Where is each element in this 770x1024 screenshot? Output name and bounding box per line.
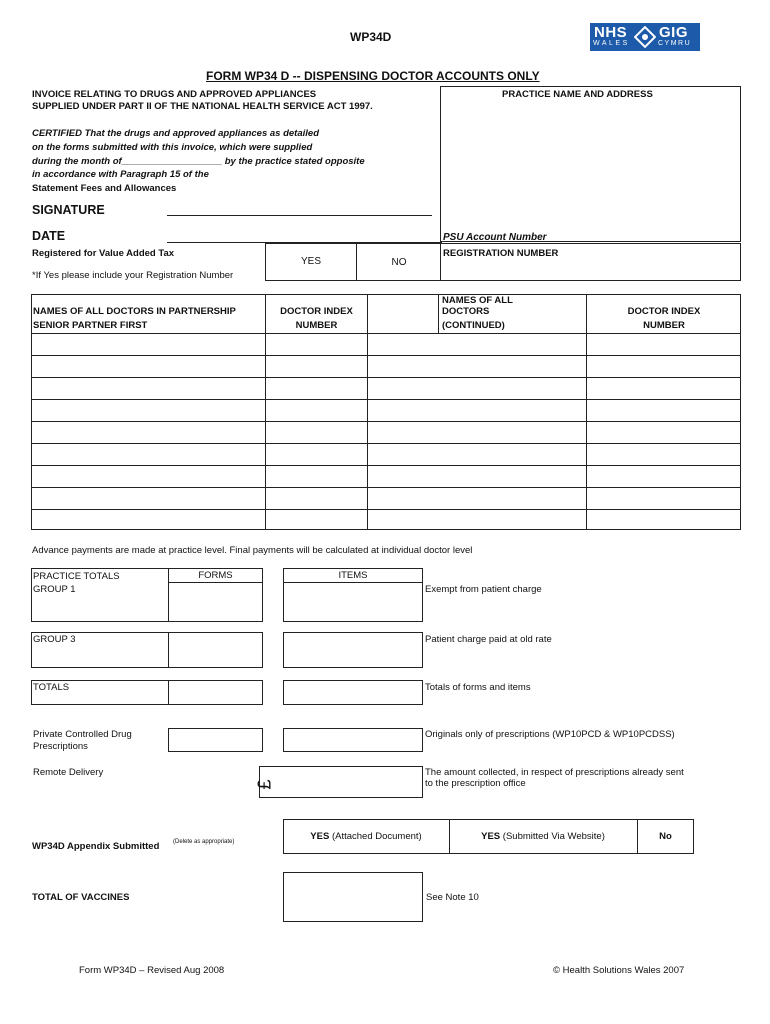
psu-account-label: PSU Account Number [443, 232, 547, 243]
originals-note: Originals only of prescriptions (WP10PCD & WP10PCDSS) [425, 729, 675, 740]
appendix-yes-website-text: (Submitted Via Website) [502, 831, 605, 842]
table-row[interactable] [31, 465, 741, 466]
doctors-col2-header-1: DOCTOR INDEX [280, 306, 353, 317]
practice-totals-label-box [31, 568, 169, 622]
logo-left-sub: WALES [593, 40, 630, 47]
items-header: ITEMS [338, 570, 368, 581]
certified-line-1: CERTIFIED That the drugs and approved appliances as detailed [32, 128, 319, 139]
signature-line[interactable] [167, 215, 432, 216]
invoice-line-2: SUPPLIED UNDER PART II OF THE NATIONAL HEALTH SERVICE ACT 1997. [32, 101, 373, 112]
certified-line-2: on the forms submitted with this invoice, which were supplied [32, 142, 313, 153]
totals-label: TOTALS [33, 682, 70, 693]
nhs-wales-logo [590, 23, 700, 51]
certified-line-5: Statement Fees and Allowances [32, 183, 177, 194]
group3-label: GROUP 3 [33, 634, 76, 645]
appendix-delete-note: (Delete as appropriate) [173, 839, 235, 845]
vat-note: *If Yes please include your Registration Number [32, 270, 234, 281]
total-vaccines-input[interactable] [283, 872, 423, 922]
table-row[interactable] [31, 399, 741, 400]
doctors-col4-header-2: NUMBER [643, 320, 685, 331]
table-row[interactable] [31, 333, 741, 334]
totals-description: Totals of forms and items [425, 682, 531, 693]
totals-forms-input[interactable] [168, 680, 263, 705]
private-cd-label-2: Prescriptions [33, 741, 88, 752]
advance-payments-note: Advance payments are made at practice level. Final payments will be calculated at individual doctor level [32, 545, 473, 556]
appendix-no[interactable]: No [659, 831, 672, 842]
group3-forms-input[interactable] [168, 632, 263, 668]
private-cd-label-1: Private Controlled Drug [33, 729, 132, 740]
doctors-table-divider-4 [438, 294, 439, 334]
table-row[interactable] [31, 443, 741, 444]
table-row[interactable] [31, 509, 741, 510]
total-vaccines-label: TOTAL OF VACCINES [32, 892, 130, 903]
doctors-table-divider-2 [367, 294, 368, 530]
logo-right-sub: CYMRU [658, 40, 692, 47]
doctors-col1-header-2: SENIOR PARTNER FIRST [33, 320, 148, 331]
doctors-col3-header-1: NAMES OF ALL [442, 295, 513, 306]
doctors-col1-header-1: NAMES OF ALL DOCTORS IN PARTNERSHIP [33, 306, 236, 317]
logo-left-word: NHS [594, 24, 628, 41]
appendix-yes-website-bold: YES [481, 831, 501, 842]
old-rate-label: Patient charge paid at old rate [425, 634, 552, 645]
vat-label: Registered for Value Added Tax [32, 248, 175, 259]
appendix-label: WP34D Appendix Submitted [32, 841, 160, 852]
logo-emblem-icon [634, 26, 656, 48]
doctors-col4-header-1: DOCTOR INDEX [627, 306, 701, 317]
footer-left: Form WP34D – Revised Aug 2008 [79, 965, 225, 976]
signature-label: SIGNATURE [32, 203, 105, 217]
appendix-yes-attached-text: (Attached Document) [331, 831, 422, 842]
table-row[interactable] [31, 487, 741, 488]
practice-address-box[interactable] [440, 86, 741, 242]
footer-right: © Health Solutions Wales 2007 [553, 965, 685, 976]
logo-right-word: GIG [659, 24, 689, 41]
table-row[interactable] [31, 377, 741, 378]
vat-yes-option[interactable]: YES [300, 256, 321, 267]
totals-items-input[interactable] [283, 680, 423, 705]
group1-forms-input[interactable] [168, 582, 263, 622]
practice-address-label: PRACTICE NAME AND ADDRESS [502, 89, 653, 100]
form-code: WP34D [350, 30, 392, 44]
registration-number-label: REGISTRATION NUMBER [443, 248, 559, 259]
date-label: DATE [32, 229, 66, 243]
doctors-col3-header-2: DOCTORS [442, 306, 490, 317]
group1-label: GROUP 1 [33, 584, 76, 595]
certified-line-4: in accordance with Paragraph 15 of the [32, 169, 209, 180]
remote-delivery-label: Remote Delivery [33, 767, 104, 778]
forms-header: FORMS [198, 570, 233, 581]
pound-sign: £ [254, 779, 275, 790]
table-row[interactable] [31, 421, 741, 422]
form-title: FORM WP34 D -- DISPENSING DOCTOR ACCOUNTS ONLY [206, 69, 540, 83]
table-row[interactable] [31, 355, 741, 356]
group1-items-input[interactable] [283, 582, 423, 622]
amount-collected-label-1: The amount collected, in respect of prescriptions already sent [425, 767, 684, 778]
practice-totals-label: PRACTICE TOTALS [33, 571, 120, 582]
amount-collected-label-2: to the prescription office [425, 778, 526, 789]
appendix-yes-website[interactable] [449, 831, 637, 842]
private-cd-items-input[interactable] [283, 728, 423, 752]
doctors-col3-header-3: (CONTINUED) [442, 320, 505, 331]
exempt-label: Exempt from patient charge [425, 584, 542, 595]
doctors-col2-header-2: NUMBER [295, 320, 338, 331]
invoice-line-1: INVOICE RELATING TO DRUGS AND APPROVED APPLIANCES [32, 89, 317, 100]
group3-items-input[interactable] [283, 632, 423, 668]
vat-no-option[interactable]: NO [391, 257, 407, 268]
certified-line-3: during the month of___________________ by the practice stated opposite [32, 156, 365, 167]
see-note-10: See Note 10 [426, 892, 479, 903]
appendix-yes-attached[interactable] [283, 831, 449, 842]
appendix-yes-attached-bold: YES [310, 831, 330, 842]
amount-collected-input[interactable] [259, 766, 423, 798]
private-cd-forms-input[interactable] [168, 728, 263, 752]
